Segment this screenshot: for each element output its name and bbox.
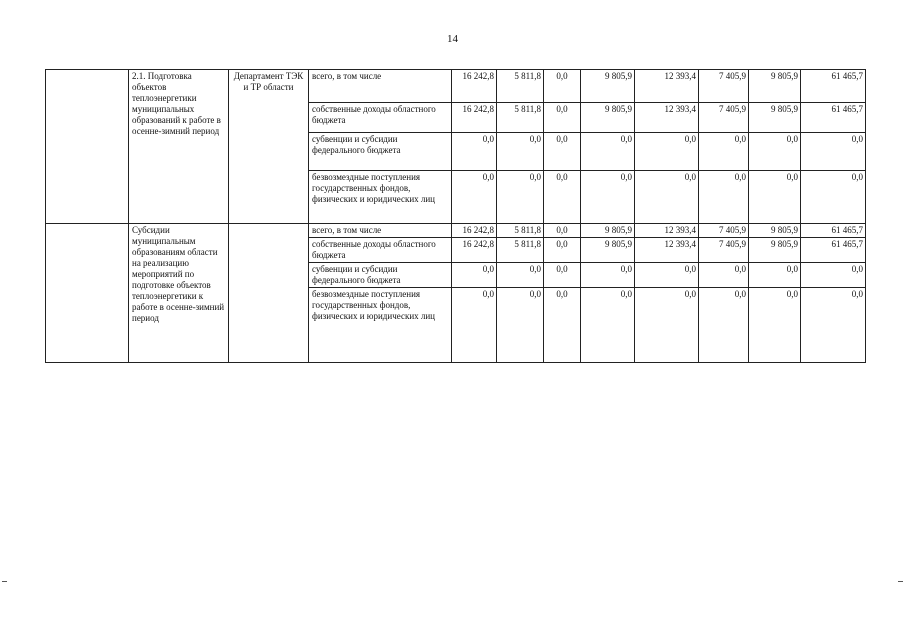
value-cell: 0,0: [699, 133, 749, 171]
value-cell: 12 393,4: [635, 224, 699, 238]
table-row: [46, 70, 866, 103]
value-cell: 9 805,9: [749, 70, 801, 103]
value-cell: 0,0: [544, 263, 581, 288]
value-cell: 0,0: [699, 263, 749, 288]
value-cell: 12 393,4: [635, 70, 699, 103]
value-cell: 9 805,9: [749, 103, 801, 133]
value-cell: 0,0: [581, 133, 635, 171]
value-cell: 0,0: [749, 133, 801, 171]
value-cell: 0,0: [801, 263, 866, 288]
funding-source-cell: безвозмездные поступления государственных фондов, физических и юридических лиц: [309, 171, 452, 224]
value-cell: 0,0: [544, 103, 581, 133]
value-cell: 0,0: [699, 288, 749, 363]
value-cell: 61 465,7: [801, 70, 866, 103]
value-cell: 0,0: [749, 171, 801, 224]
value-cell: 12 393,4: [635, 103, 699, 133]
value-cell: 9 805,9: [581, 70, 635, 103]
value-cell: 0,0: [749, 263, 801, 288]
value-cell: 16 242,8: [452, 70, 497, 103]
blank-cell: [46, 224, 129, 363]
value-cell: 5 811,8: [497, 70, 544, 103]
value-cell: 0,0: [544, 171, 581, 224]
value-cell: 5 811,8: [497, 238, 544, 263]
funding-source-cell: субвенции и субсидии федерального бюджета: [309, 133, 452, 171]
measure-cell: 2.1. Подготовка объектов теплоэнергетики муниципальных образований к работе в осенне-зимний период: [129, 70, 229, 224]
value-cell: 7 405,9: [699, 103, 749, 133]
value-cell: 0,0: [635, 133, 699, 171]
value-cell: 12 393,4: [635, 238, 699, 263]
value-cell: 16 242,8: [452, 103, 497, 133]
funding-source-cell: собственные доходы областного бюджета: [309, 238, 452, 263]
value-cell: 0,0: [497, 133, 544, 171]
executor-cell: [229, 224, 309, 363]
scan-edge-mark: [2, 581, 7, 582]
value-cell: 61 465,7: [801, 103, 866, 133]
value-cell: 0,0: [544, 224, 581, 238]
value-cell: 0,0: [581, 171, 635, 224]
value-cell: 0,0: [581, 288, 635, 363]
value-cell: 0,0: [452, 133, 497, 171]
value-cell: 5 811,8: [497, 103, 544, 133]
funding-source-cell: всего, в том числе: [309, 224, 452, 238]
value-cell: 0,0: [749, 288, 801, 363]
value-cell: 0,0: [801, 171, 866, 224]
value-cell: 0,0: [635, 263, 699, 288]
table-row: [46, 224, 866, 238]
value-cell: 0,0: [544, 70, 581, 103]
value-cell: 9 805,9: [749, 238, 801, 263]
value-cell: 0,0: [635, 171, 699, 224]
value-cell: 0,0: [635, 288, 699, 363]
value-cell: 16 242,8: [452, 238, 497, 263]
value-cell: 7 405,9: [699, 70, 749, 103]
value-cell: 0,0: [699, 171, 749, 224]
value-cell: 0,0: [801, 133, 866, 171]
funding-source-cell: собственные доходы областного бюджета: [309, 103, 452, 133]
value-cell: 0,0: [544, 133, 581, 171]
funding-source-cell: всего, в том числе: [309, 70, 452, 103]
value-cell: 9 805,9: [581, 103, 635, 133]
value-cell: 7 405,9: [699, 238, 749, 263]
value-cell: 9 805,9: [749, 224, 801, 238]
value-cell: 5 811,8: [497, 224, 544, 238]
value-cell: 61 465,7: [801, 224, 866, 238]
budget-table: [45, 69, 866, 363]
value-cell: 0,0: [801, 288, 866, 363]
value-cell: 0,0: [497, 288, 544, 363]
value-cell: 16 242,8: [452, 224, 497, 238]
measure-cell: Субсидии муниципальным образованиям области на реализацию мероприятий по подготовке объектов теплоэнергетики к работе в осенне-зимний период: [129, 224, 229, 363]
funding-source-cell: безвозмездные поступления государственных фондов, физических и юридических лиц: [309, 288, 452, 363]
value-cell: 0,0: [452, 263, 497, 288]
blank-cell: [46, 70, 129, 224]
funding-source-cell: субвенции и субсидии федерального бюджета: [309, 263, 452, 288]
value-cell: 0,0: [544, 238, 581, 263]
value-cell: 61 465,7: [801, 238, 866, 263]
page-number: 14: [447, 33, 458, 45]
value-cell: 0,0: [497, 171, 544, 224]
executor-cell: Департамент ТЭК и ТР области: [229, 70, 309, 224]
scan-edge-mark: [898, 581, 903, 582]
value-cell: 0,0: [452, 171, 497, 224]
value-cell: 0,0: [544, 288, 581, 363]
value-cell: 0,0: [497, 263, 544, 288]
value-cell: 9 805,9: [581, 224, 635, 238]
value-cell: 0,0: [452, 288, 497, 363]
value-cell: 0,0: [581, 263, 635, 288]
value-cell: 7 405,9: [699, 224, 749, 238]
value-cell: 9 805,9: [581, 238, 635, 263]
